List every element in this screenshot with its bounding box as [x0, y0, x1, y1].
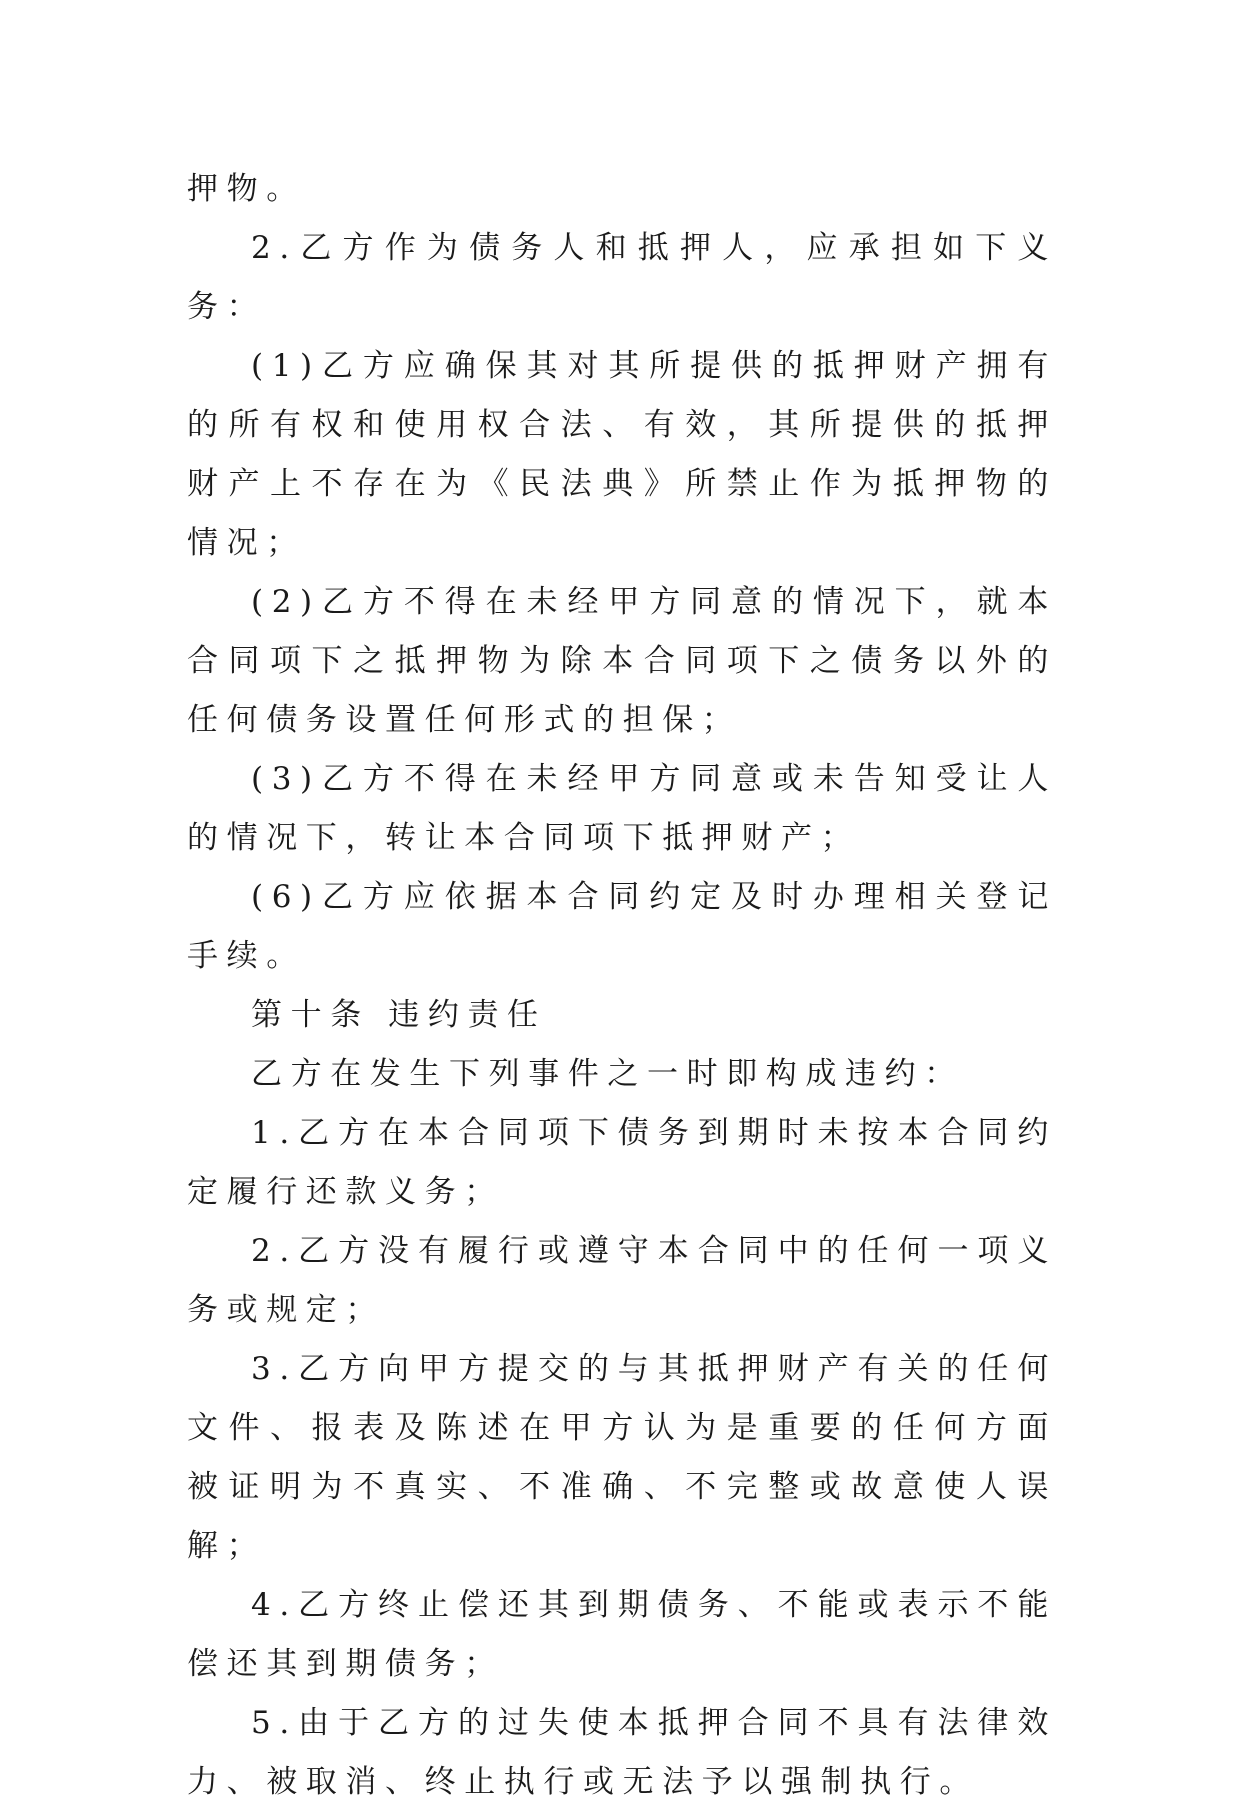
paragraph-default-4: 4.乙方终止偿还其到期债务、不能或表示不能偿还其到期债务； — [187, 1587, 1057, 1682]
paragraph-continuation: 押物。 — [187, 171, 306, 207]
paragraph-default-2: 2.乙方没有履行或遵守本合同中的任何一项义务或规定； — [187, 1233, 1057, 1328]
paragraph-default-3: 3.乙方向甲方提交的与其抵押财产有关的任何文件、报表及陈述在甲方认为是重要的任何方面被证明为不真实、不准确、不完整或故意使人误解； — [187, 1351, 1057, 1564]
paragraph-obligation-1: (1)乙方应确保其对其所提供的抵押财产拥有的所有权和使用权合法、有效，其所提供的抵押财产上不存在为《民法典》所禁止作为抵押物的情况； — [187, 348, 1057, 561]
section-heading-article-10: 第十条 违约责任 — [251, 997, 547, 1033]
paragraph-default-5: 5.由于乙方的过失使本抵押合同不具有法律效力、被取消、终止执行或无法予以强制执行。 — [187, 1705, 1057, 1800]
paragraph-obligation-6: (6)乙方应依据本合同约定及时办理相关登记手续。 — [187, 879, 1057, 974]
paragraph-default-intro: 乙方在发生下列事件之一时即构成违约： — [251, 1056, 964, 1092]
paragraph-obligations-intro: 2.乙方作为债务人和抵押人，应承担如下义务： — [187, 230, 1057, 325]
paragraph-obligation-2: (2)乙方不得在未经甲方同意的情况下，就本合同项下之抵押物为除本合同项下之债务以外的任何债务设置任何形式的担保； — [187, 584, 1057, 738]
document-body — [187, 160, 1057, 1812]
paragraph-default-1: 1.乙方在本合同项下债务到期时未按本合同约定履行还款义务； — [187, 1115, 1057, 1210]
paragraph-obligation-3: (3)乙方不得在未经甲方同意或未告知受让人的情况下，转让本合同项下抵押财产； — [187, 761, 1057, 856]
